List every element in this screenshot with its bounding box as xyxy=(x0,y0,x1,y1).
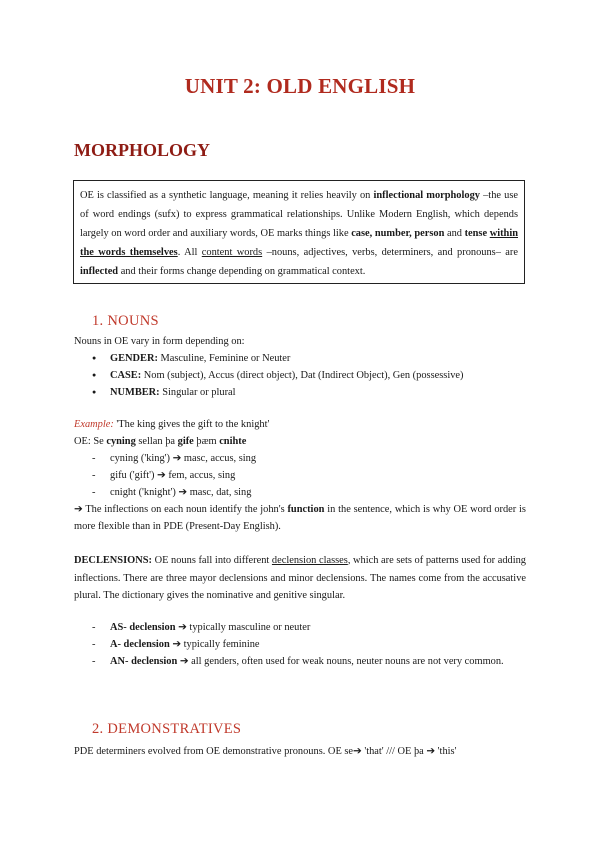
list-item: - AS- declension ➔ typically masculine or neuter xyxy=(92,619,526,636)
gloss-list xyxy=(92,450,256,501)
list-item: - cyning ('king') ➔ masc, accus, sing xyxy=(92,450,256,467)
list-item: ● GENDER: Masculine, Feminine or Neuter xyxy=(92,350,463,367)
list-item: ● NUMBER: Singular or plural xyxy=(92,384,463,401)
declension-list xyxy=(92,619,526,670)
nouns-lead: Nouns in OE vary in form depending on: xyxy=(74,336,245,347)
example-line: Example: 'The king gives the gift to the knight' xyxy=(74,419,270,430)
oe-sentence: OE: Se cyning sellan þa gife þæm cnihte xyxy=(74,436,247,447)
demonstratives-text: PDE determiners evolved from OE demonstrative pronouns. OE se➔ 'that' /// OE þa ➔ 'this' xyxy=(74,746,457,757)
section-title-morphology: MORPHOLOGY xyxy=(74,140,210,160)
declensions-paragraph: DECLENSIONS: OE nouns fall into different declension classes, which are sets of patterns used for adding inflections. There are three mayor declensions and minor declensions. The names come from the accusative plural. The dictionary gives the nominative and genitive singular. xyxy=(74,555,527,601)
function-note: ➔ The inflections on each noun identify the john's function in the sentence, which is why OE word order is more flexible than in PDE (Present-Day English). xyxy=(74,504,526,532)
list-item: - cnight ('knight') ➔ masc, dat, sing xyxy=(92,484,256,501)
list-item: - A- declension ➔ typically feminine xyxy=(92,636,526,653)
heading-demonstratives: 2. DEMONSTRATIVES xyxy=(92,721,242,737)
nouns-bullet-list xyxy=(92,350,463,401)
list-item: ● CASE: Nom (subject), Accus (direct object), Dat (Indirect Object), Gen (possessive) xyxy=(92,367,463,384)
list-item: - AN- declension ➔ all genders, often used for weak nouns, neuter nouns are not very common. xyxy=(92,653,526,670)
heading-nouns: 1. NOUNS xyxy=(92,313,159,329)
page-title: UNIT 2: OLD ENGLISH xyxy=(184,74,416,98)
intro-box: OE is classified as a synthetic language, meaning it relies heavily on inflectional morphology –the use of word endings (sufx) to express grammatical relationships. Unlike Modern English, which depends largely on word order and auxiliary words, OE marks things like case, number, person and tense within the words themselves. All content words –nouns, adjectives, verbs, determiners, and pronouns– are inflected and their forms change depending on grammatical context. xyxy=(73,180,525,284)
list-item: - gifu ('gift') ➔ fem, accus, sing xyxy=(92,467,256,484)
